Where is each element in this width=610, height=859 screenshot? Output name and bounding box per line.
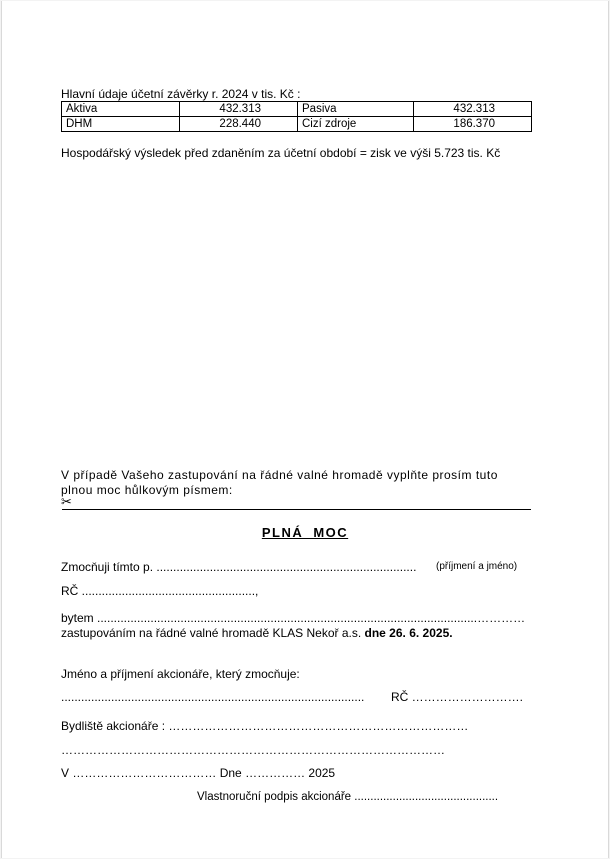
table-row (62, 102, 532, 117)
rc-line: RČ ...................................................., (61, 584, 259, 598)
shareholder-name-dots: ........................................................................................... (61, 690, 365, 704)
intro-line-2: plnou moc hůlkovým písmem: (61, 483, 233, 497)
signature-label: Vlastnoruční podpis akcionáře (197, 791, 352, 803)
signature-dots: ............................................. (354, 791, 499, 803)
representation-line (61, 626, 453, 640)
table-cell-label: Cizí zdroje (298, 117, 414, 132)
place-date-line (61, 766, 335, 780)
intro-line-1: V případě Vašeho zastupování na řádné valné hromadě vyplňte prosím tuto (61, 468, 498, 482)
shareholder-rc: RČ ………………………. (391, 690, 523, 704)
table-cell-label: DHM (62, 117, 180, 132)
financial-table (61, 101, 532, 132)
financial-caption: Hlavní údaje účetní závěrky r. 2024 v tis. Kč : (61, 87, 301, 101)
residence-line: bytem ..................................................................................................................………… (61, 611, 526, 625)
authorize-line: Zmocňuji tímto p. .............................................................................. (61, 560, 417, 574)
table-row (62, 117, 532, 132)
table-cell-value: 186.370 (414, 117, 532, 132)
address-line-2: …………………………………………………………………………………… (61, 743, 445, 757)
document-title: PLNÁ MOC (261, 525, 349, 540)
authorize-hint: (příjmení a jméno) (436, 561, 518, 572)
table-cell-label: Aktiva (62, 102, 180, 117)
signature-line (197, 791, 498, 803)
table-cell-value: 228.440 (180, 117, 298, 132)
shareholder-label: Jméno a příjmení akcionáře, který zmocňuje: (61, 667, 300, 681)
cut-line (62, 509, 531, 510)
date-label: Dne (219, 766, 242, 780)
table-cell-value: 432.313 (414, 102, 532, 117)
place-dots: ……………………………… (72, 766, 217, 780)
place-label: V (61, 766, 70, 780)
address-line: Bydliště akcionáře : ………………………………………………………………… (61, 719, 469, 733)
table-cell-value: 432.313 (180, 102, 298, 117)
table-cell-label: Pasiva (298, 102, 414, 117)
scissors-icon: ✂ (61, 494, 72, 509)
result-line: Hospodářský výsledek před zdaněním za účetní období = zisk ve výši 5.723 tis. Kč (61, 146, 501, 160)
meeting-date: dne 26. 6. 2025. (364, 626, 453, 640)
document-page (1, 1, 609, 858)
representation-text: zastupováním na řádné valné hromadě KLAS Nekoř a.s. (61, 626, 365, 640)
year: 2025 (308, 766, 336, 780)
date-dots: …………… (245, 766, 306, 780)
